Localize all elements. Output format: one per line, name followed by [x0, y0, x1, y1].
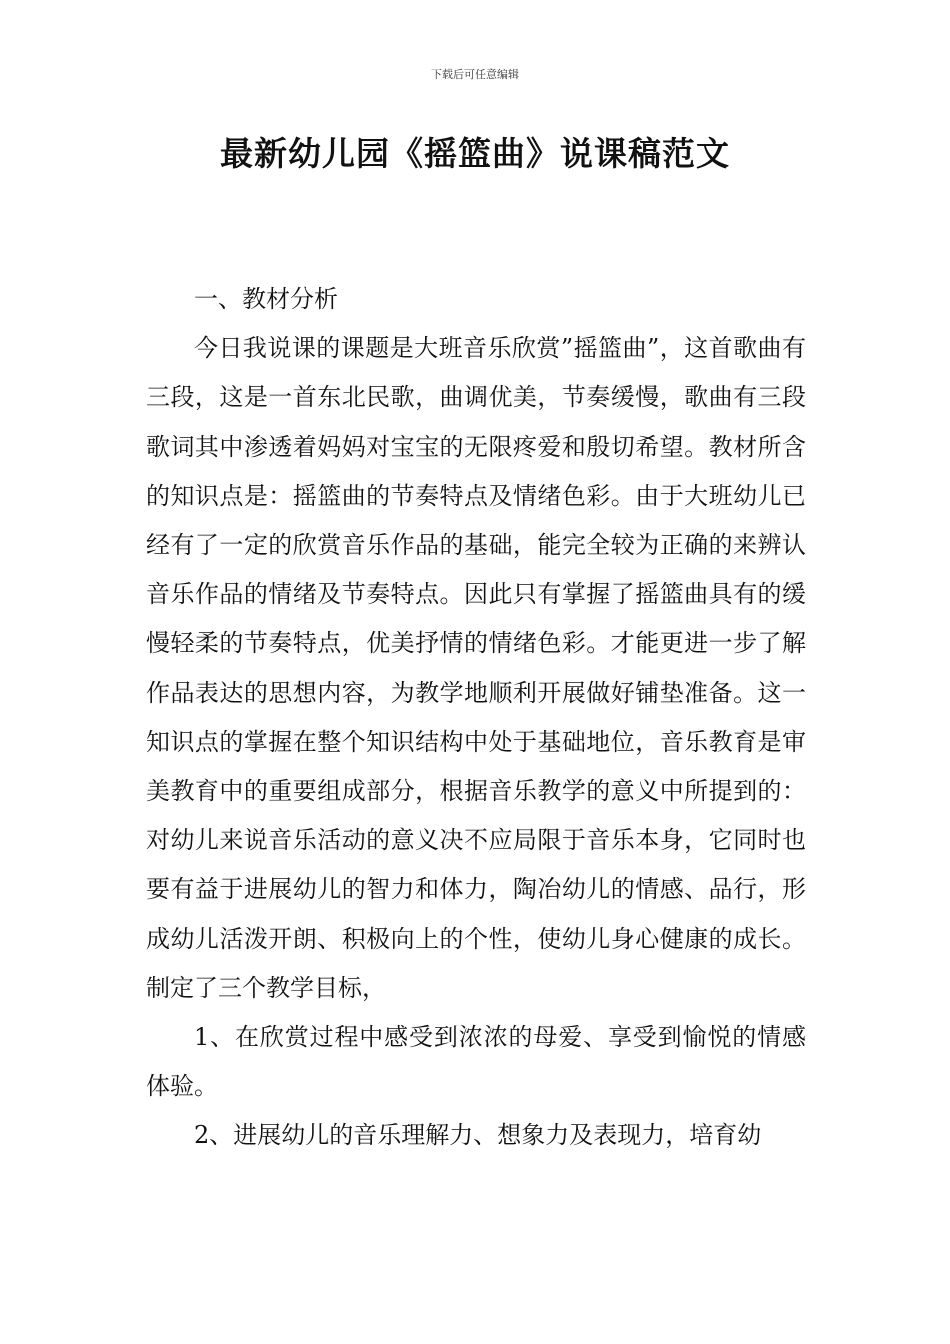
- paragraph-goal-2: 2、进展幼儿的音乐理解力、想象力及表现力，培育幼: [194, 1121, 762, 1150]
- header-note: 下载后可任意编辑: [431, 68, 519, 81]
- paragraph-goal-1: 1、在欣赏过程中感受到浓浓的母爱、享受到愉悦的情感体验。: [146, 1023, 806, 1101]
- document-body: [146, 275, 806, 1161]
- document-title: 最新幼儿园《摇篮曲》说课稿范文: [220, 134, 730, 173]
- section-heading: 一、教材分析: [194, 285, 338, 313]
- paragraph-intro: 今日我说课的课题是大班音乐欣赏”摇篮曲”，这首歌曲有三段，这是一首东北民歌，曲调优美，节奏缓慢，歌曲有三段歌词其中渗透着妈妈对宝宝的无限疼爱和殷切希望。教材所含的知识点是：摇篮曲的节奏特点及情绪色彩。由于大班幼儿已经有了一定的欣赏音乐作品的基础，能完全较为正确的来辨认音乐作品的情绪及节奏特点。因此只有掌握了摇篮曲具有的缓慢轻柔的节奏特点，优美抒情的情绪色彩。才能更进一步了解作品表达的思想内容，为教学地顺利开展做好铺垫准备。这一知识点的掌握在整个知识结构中处于基础地位，音乐教育是审美教育中的重要组成部分，根据音乐教学的意义中所提到的：对幼儿来说音乐活动的意义决不应局限于音乐本身，它同时也要有益于进展幼儿的智力和体力，陶冶幼儿的情感、品行，形成幼儿活泼开朗、积极向上的个性，使幼儿身心健康的成长。制定了三个教学目标，: [146, 334, 806, 1002]
